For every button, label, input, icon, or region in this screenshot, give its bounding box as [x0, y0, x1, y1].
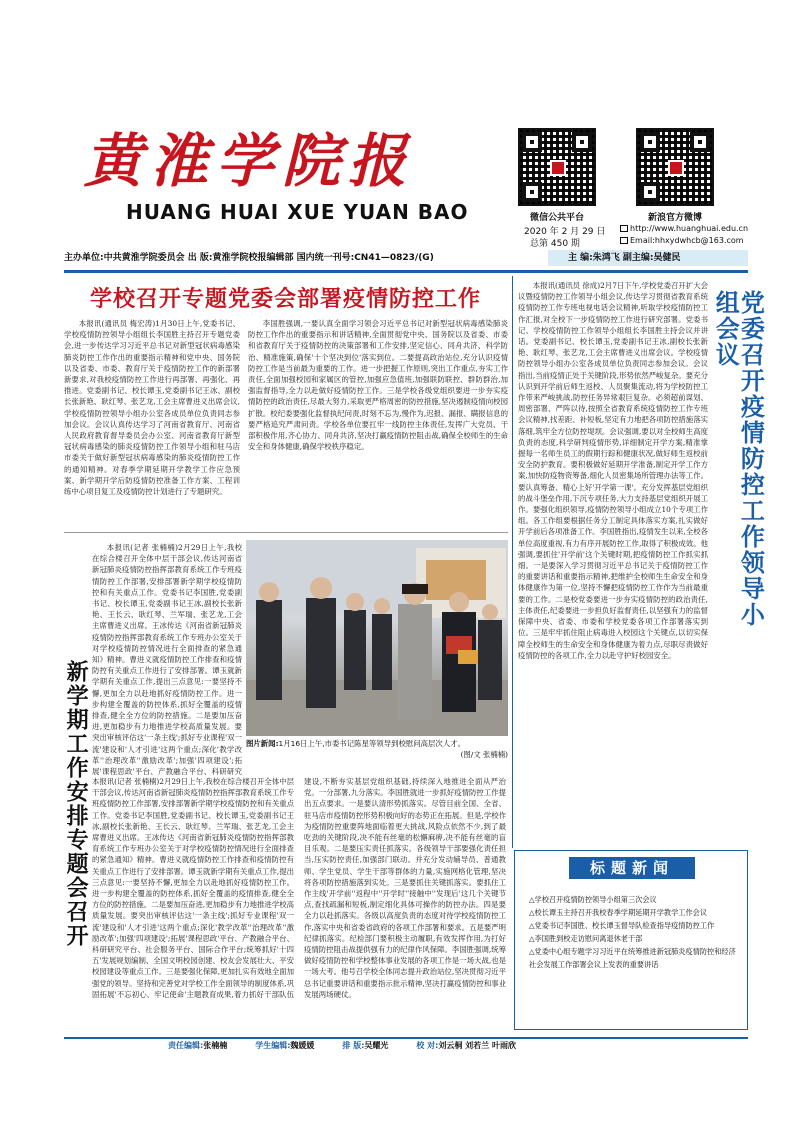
masthead-pinyin: HUANG HUAI XUE YUAN BAO — [126, 200, 469, 224]
photo-caption-text: 1月16日上午,市委书记陈星等领导到校慰问高层次人才。 — [278, 739, 465, 748]
footer-proofreader: 校 对:刘云桐 刘若兰 叶雨欣 — [416, 1041, 516, 1050]
right-article-text: 本报讯(通讯员 徐成)2月7日下午,学校党委召开扩大会议暨疫情防控工作领导小组会议,传达学习贯彻省教育系统疫情防控工作专班电视电话会议精神,听取学校疫情防控工作汇报,对全校下一步疫情防控工作进行研究部署。党委书记、学校疫情防控工作领导小组组长李国胜主持会议并讲话。党委副书记、校长谭玉,党委副书记王冰,副校长张新艳、耿红琴、张艺龙,工会主席曹进义出席会议。学校疫情防控领导小组办公室各成员单位负责同志参加会议。会议指出,当前疫情正处于关键阶段,形势依然严峻复杂。要充分认识到开学前后师生返校、人员聚集流动,将为学校防控工作带来严峻挑战,防控任务异常艰巨复杂。必须超前谋划、周密部署、严阵以待,按照全省教育系统疫情防控工作专班会议精神,找差距、补短板,坚定有力地把各项防控措施落实落细,筑牢全方位防控堤坝。会议强调,要以对全校师生高度负责的态度,科学研判疫情形势,详细制定开学方案,精准掌握每一名师生员工的假期行踪和健康状况,做好师生返校前安全防护教育。要积极做好延期开学准备,制定开学工作方案,加快防疫物资筹备,细化人员密集场所管理办法等工作。要认真筹备、精心上好'开学第一课'。充分发挥基层党组织的战斗堡垒作用,下沉专项任务,大力支持基层党组织开展工作。要强化组织领导,疫情防控领导小组成立10个专项工作组。各工作组要根据任务分工制定具体落实方案,扎实做好开学前后各项准备工作。李国胜指出,疫情发生以来,全校各单位高度重视,有力有序开展防控工作,取得了积极成效。他强调,要抓住'开学前'这个关键时期,把疫情防控工作抓实抓细。一是要深入学习贯彻习近平总书记关于疫情防控工作的重要讲话和重要指示精神,把维护全校师生生命安全和身体健康作为第一位,坚持不懈把疫情防控工作作为当前最重要的工作。二是校党委要进一步夯实疫情防控的政治责任,主体责任,纪委要进一步担负好监督责任,以坚强有力的监督保障中央、省委、市委和学校党委各项工作部署落实到位。三是牢牢抓住阻止病毒进入校园这个关键点,以切实保障全校师生的生命安全和身体健康为着力点,尽职尽责做好疫情防控的各项工作,全力以赴守护好校园安全。 — [518, 281, 708, 660]
right-column-divider — [512, 276, 513, 848]
wechat-qr-label: 微信公共平台 — [529, 213, 584, 223]
footer-credits — [168, 1040, 728, 1051]
headline-news-list — [529, 893, 741, 971]
footer-layout: 排 版:吴耀光 — [342, 1041, 389, 1050]
contact-web[interactable] — [620, 224, 748, 233]
left-lower-text-bottom — [92, 776, 506, 1036]
photo-caption — [246, 738, 508, 760]
weibo-qr-code[interactable] — [636, 128, 714, 206]
news-photo[interactable] — [246, 540, 508, 736]
footer-rule — [64, 1037, 748, 1039]
masthead-title: 黄淮学院报 — [84, 127, 415, 195]
footer-student-editor: 学生编辑:魏媛媛 — [255, 1041, 315, 1050]
left-lower-text-continued: 本报讯(记者 张楠楠)2月29日上午,我校在综合楼召开全体中层干部会议,传达河南省新冠肺炎疫情防控指挥部教育系统工作专班疫情防控工作部署,安排部署新学期学校疫情防控和有关重点工作。党委书记李国胜,党委副书记、校长谭玉,党委副书记王冰,副校长张新艳、王长云、耿红琴、兰军瑞、张艺龙,工会主席曹进义出席。王冰传达《河南省新冠肺炎疫情防控指挥部教育系统工作专班办公室关于对学校疫情防控情况进行全面排查的紧急通知》精神。曹进义就疫情防控工作排查和疫情防控有关重点工作进行了安排部署。谭玉就新学期有关重点工作,提出三点意见:一要坚持不懈,更加全力以赴地抓好疫情防控工作。进一步构建全覆盖的防控体系,抓好全覆盖的疫情排查,健全全方位的防控措施。二是要加压奋进,更加稳步有力地推进学校高质量发展。要突出审核评估这'一条主线';抓好专业课程'双一流'建设和'人才引进'这两个重点;深化'教学改革''治理改革''激励改革';加强'四项建设';拓展'课程思政'平台、产教融合平台、科研研究平台、社会服务平台、国际合作平台;统筹抓好'十四五'发展规划编制、全国文明校园创建、校友会发展壮大、平安校园建设等重点工作。三是要强化保障,更加扎实有效地全面加强党的领导。坚持和完善党对学校工作全面领导的制度体系,巩固拓展'不忘初心、牢记使命'主题教育成果,着力抓好干部队伍建设,不断夯实基层党组织基础,持续深入地推进全面从严治党。一分部署,九分落实。李国胜就进一步抓好疫情防控工作提出五点要求。一是要认清形势抓落实。尽管目前全国、全省、驻马店市疫情防控形势积极向好的态势正在拓展。但是,学校作为疫情防控重要阵地面临着更大挑战,风险点依然不少,到了最吃劲的关键阶段,决不能有丝毫的松懈麻痹,决不能有丝毫的盲目乐观。二是要压实责任抓落实。各级领导干部要强化责任担当,压实防控责任,加强部门联动。并充分发动辅导员、普通教师、学生党员、学生干部等群体的力量,实施网格化管理,坚决将各项防控措施落到实处。三是要抓住关键抓落实。要抓住工作主线'开学前''返程中''开学时''接触中''发现后'这几个关键节点,查找疏漏和短板,制定细化具体可操作的防控办法。四是要全力以赴抓落实。各级以高度负责的态度对待学校疫情防控工作,落实中央和省委省政府的各项工作部署和要求。五是要严明纪律抓落实。纪检部门要积极主动履职,有效发挥作用,为打好疫情防控阻击战提供强有力的纪律作风保障。李国胜强调,统筹做好疫情防控和学校整体事业发展的各项工作是一场大战,也是一场大考。他号召学校全体同志提升政治站位,坚决贯彻习近平总书记重要讲话和重要指示批示精神,坚决打赢疫情防控和事业发展两场硬仗。 — [92, 777, 506, 999]
photo-caption-title: 图片新闻: — [246, 739, 279, 748]
left-lower-text-top: 本报讯(记者 张楠楠)2月29日上午,我校在综合楼召开全体中层干部会议,传达河南省新冠肺炎疫情防控指挥部教育系统工作专班疫情防控工作部署,安排部署新学期学校疫情防控和有关重点工作。党委书记李国胜,党委副书记、校长谭玉,党委副书记王冰,副校长张新艳、王长云、耿红琴、兰军瑞、张艺龙,工会主席曹进义出席。王冰传达《河南省新冠肺炎疫情防控指挥部教育系统工作专班办公室关于对学校疫情防控情况进行全面排查的紧急通知》精神。曹进义就疫情防控工作排查和疫情防控有关重点工作进行了安排部署。谭玉就新学期有关重点工作,提出三点意见:一要坚持不懈,更加全力以赴地抓好疫情防控工作。进一步构建全覆盖的防控体系,抓好全覆盖的疫情排查,健全全方位的防控措施。二是要加压奋进,更加稳步有力地推进学校高质量发展。要突出审核评估这'一条主线';抓好专业课程'双一流'建设和'人才引进'这两个重点;深化'教学改革''治理改革''激励改革';加强'四项建设';拓展'课程思政'平台、产教融合平台、科研研究 — [92, 543, 242, 777]
photo-scene — [246, 540, 508, 736]
headline-news-item[interactable]: △党委书记李国胜、校长谭玉督导队检查指导疫情防控工作 — [529, 921, 715, 930]
weibo-qr-label: 新浪官方微博 — [647, 213, 702, 223]
issue-date: 2020 年 2 月 29 日 — [524, 227, 606, 237]
headline-news-box — [514, 850, 748, 1030]
headline-news-item[interactable]: △李国胜到校走访慰问离退休老干部 — [529, 934, 643, 943]
issue-number: 总第 450 期 — [530, 239, 580, 249]
main-article-col1: 本报讯(通讯员 梅宏涛)1月30日上午,党委书记、学校疫情防控领导小组组长李国胜主持召开专题党委会,进一步传达学习习近平总书记对新型冠状病毒感染肺炎防控工作作出的重要指示精神和党中央、国务院以及省委、市委、教育厅关于疫情防控工作的新部署新要求,对我校疫情防控工作进行再部署、再强化、再推进。党委副书记、校长谭玉,党委副书记王冰、副校长张新艳、耿红琴、张艺龙,工会主席曹进义出席会议,学校疫情防控领导小组办公室各成员单位负责同志参加会议。会议认真传达学习了河南省教育厅、河南省人民政府教育督导委员会办公室、河南省教育厅新型冠状病毒感染的肺炎疫情防控工作领导小组和驻马店市委关于做好新型冠状病毒感染的肺炎疫情防控工作的通知精神。对春季学期延期开学教学工作应急预案、新学期开学后防疫情防控准备工作方案、工程训练中心项目复工及疫情防控计划进行了专题研究。 — [64, 319, 240, 497]
sponsor-line: 主办单位:中共黄淮学院委员会 出 版:黄淮学院校报编辑部 国内统一刊号:CN41—0823/(G) — [64, 253, 434, 263]
wechat-qr-code[interactable] — [518, 128, 596, 206]
email-link[interactable]: Email:hhxydwhcb@163.com — [630, 236, 744, 245]
main-headline[interactable]: 学校召开专题党委会部署疫情防控工作 — [90, 287, 482, 312]
header-rule — [64, 270, 748, 273]
headline-news-item[interactable]: △校长谭玉主持召开我校春季学期延期开学教学工作会议 — [529, 908, 708, 917]
web-link[interactable]: http://www.huanghuai.edu.cn — [630, 224, 749, 233]
editors-bar: 主 编:朱鸿飞 副主编:吴健民 — [548, 250, 748, 266]
web-icon — [620, 225, 628, 232]
contact-email[interactable] — [620, 236, 744, 245]
email-icon — [620, 237, 628, 244]
left-lower-headline[interactable]: 新学期工作安排专题会召开 — [63, 660, 89, 948]
photo-credit: (图/文 张楠楠) — [460, 750, 508, 759]
main-article-separator — [64, 532, 508, 533]
headline-news-item[interactable]: △党委中心组专题学习习近平在统筹推进新冠肺炎疫情防控和经济社会发展工作部署会议上发表的重要讲话 — [529, 947, 736, 969]
headline-news-title: 标题新闻 — [569, 857, 695, 879]
right-headline[interactable]: 党委召开疫情防控工作领导小组会议 — [711, 290, 765, 628]
headline-news-item[interactable]: △学校召开疫情防控领导小组第三次会议 — [529, 895, 657, 904]
footer-editor: 责任编辑:张楠楠 — [168, 1041, 228, 1050]
main-article-col2: 李国胜强调,一要认真全面学习领会习近平总书记对新型冠状病毒感染肺炎防控工作作出的重要指示和讲话精神,全面贯彻党中央、国务院以及省委、市委和省教育厅关于疫情防控的决策部署和工作安排,坚定信心、同舟共济、科学防治、精准施策,确保'十个坚决到位'落实到位。二要提高政治站位,充分认识疫情防控工作是当前最为重要的工作。进一步把握工作原则,突出工作重点,夯实工作责任,全面加强校园和家属区的管控,加强应急值班,加强联防联控、群防群治,加强监督指导,全力以赴做好疫情防控工作。三是学校各级党组织要进一步夯实疫情防控的政治责任,尽最大努力,采取更严格周密的防控措施,坚决遏制疫情向校园扩散。校纪委要强化监督执纪问责,时刻不忘为,慢作为,迟报、漏报、瞒报信息的要严格追究严肃问责。学校各单位要扛牢一线防控主体责任,发挥广大党员、干部积极作用,齐心协力、同舟共济,坚决打赢疫情防控阻击战,确保全校师生的生命安全和身体健康,确保学校秩序稳定。 — [248, 319, 508, 452]
